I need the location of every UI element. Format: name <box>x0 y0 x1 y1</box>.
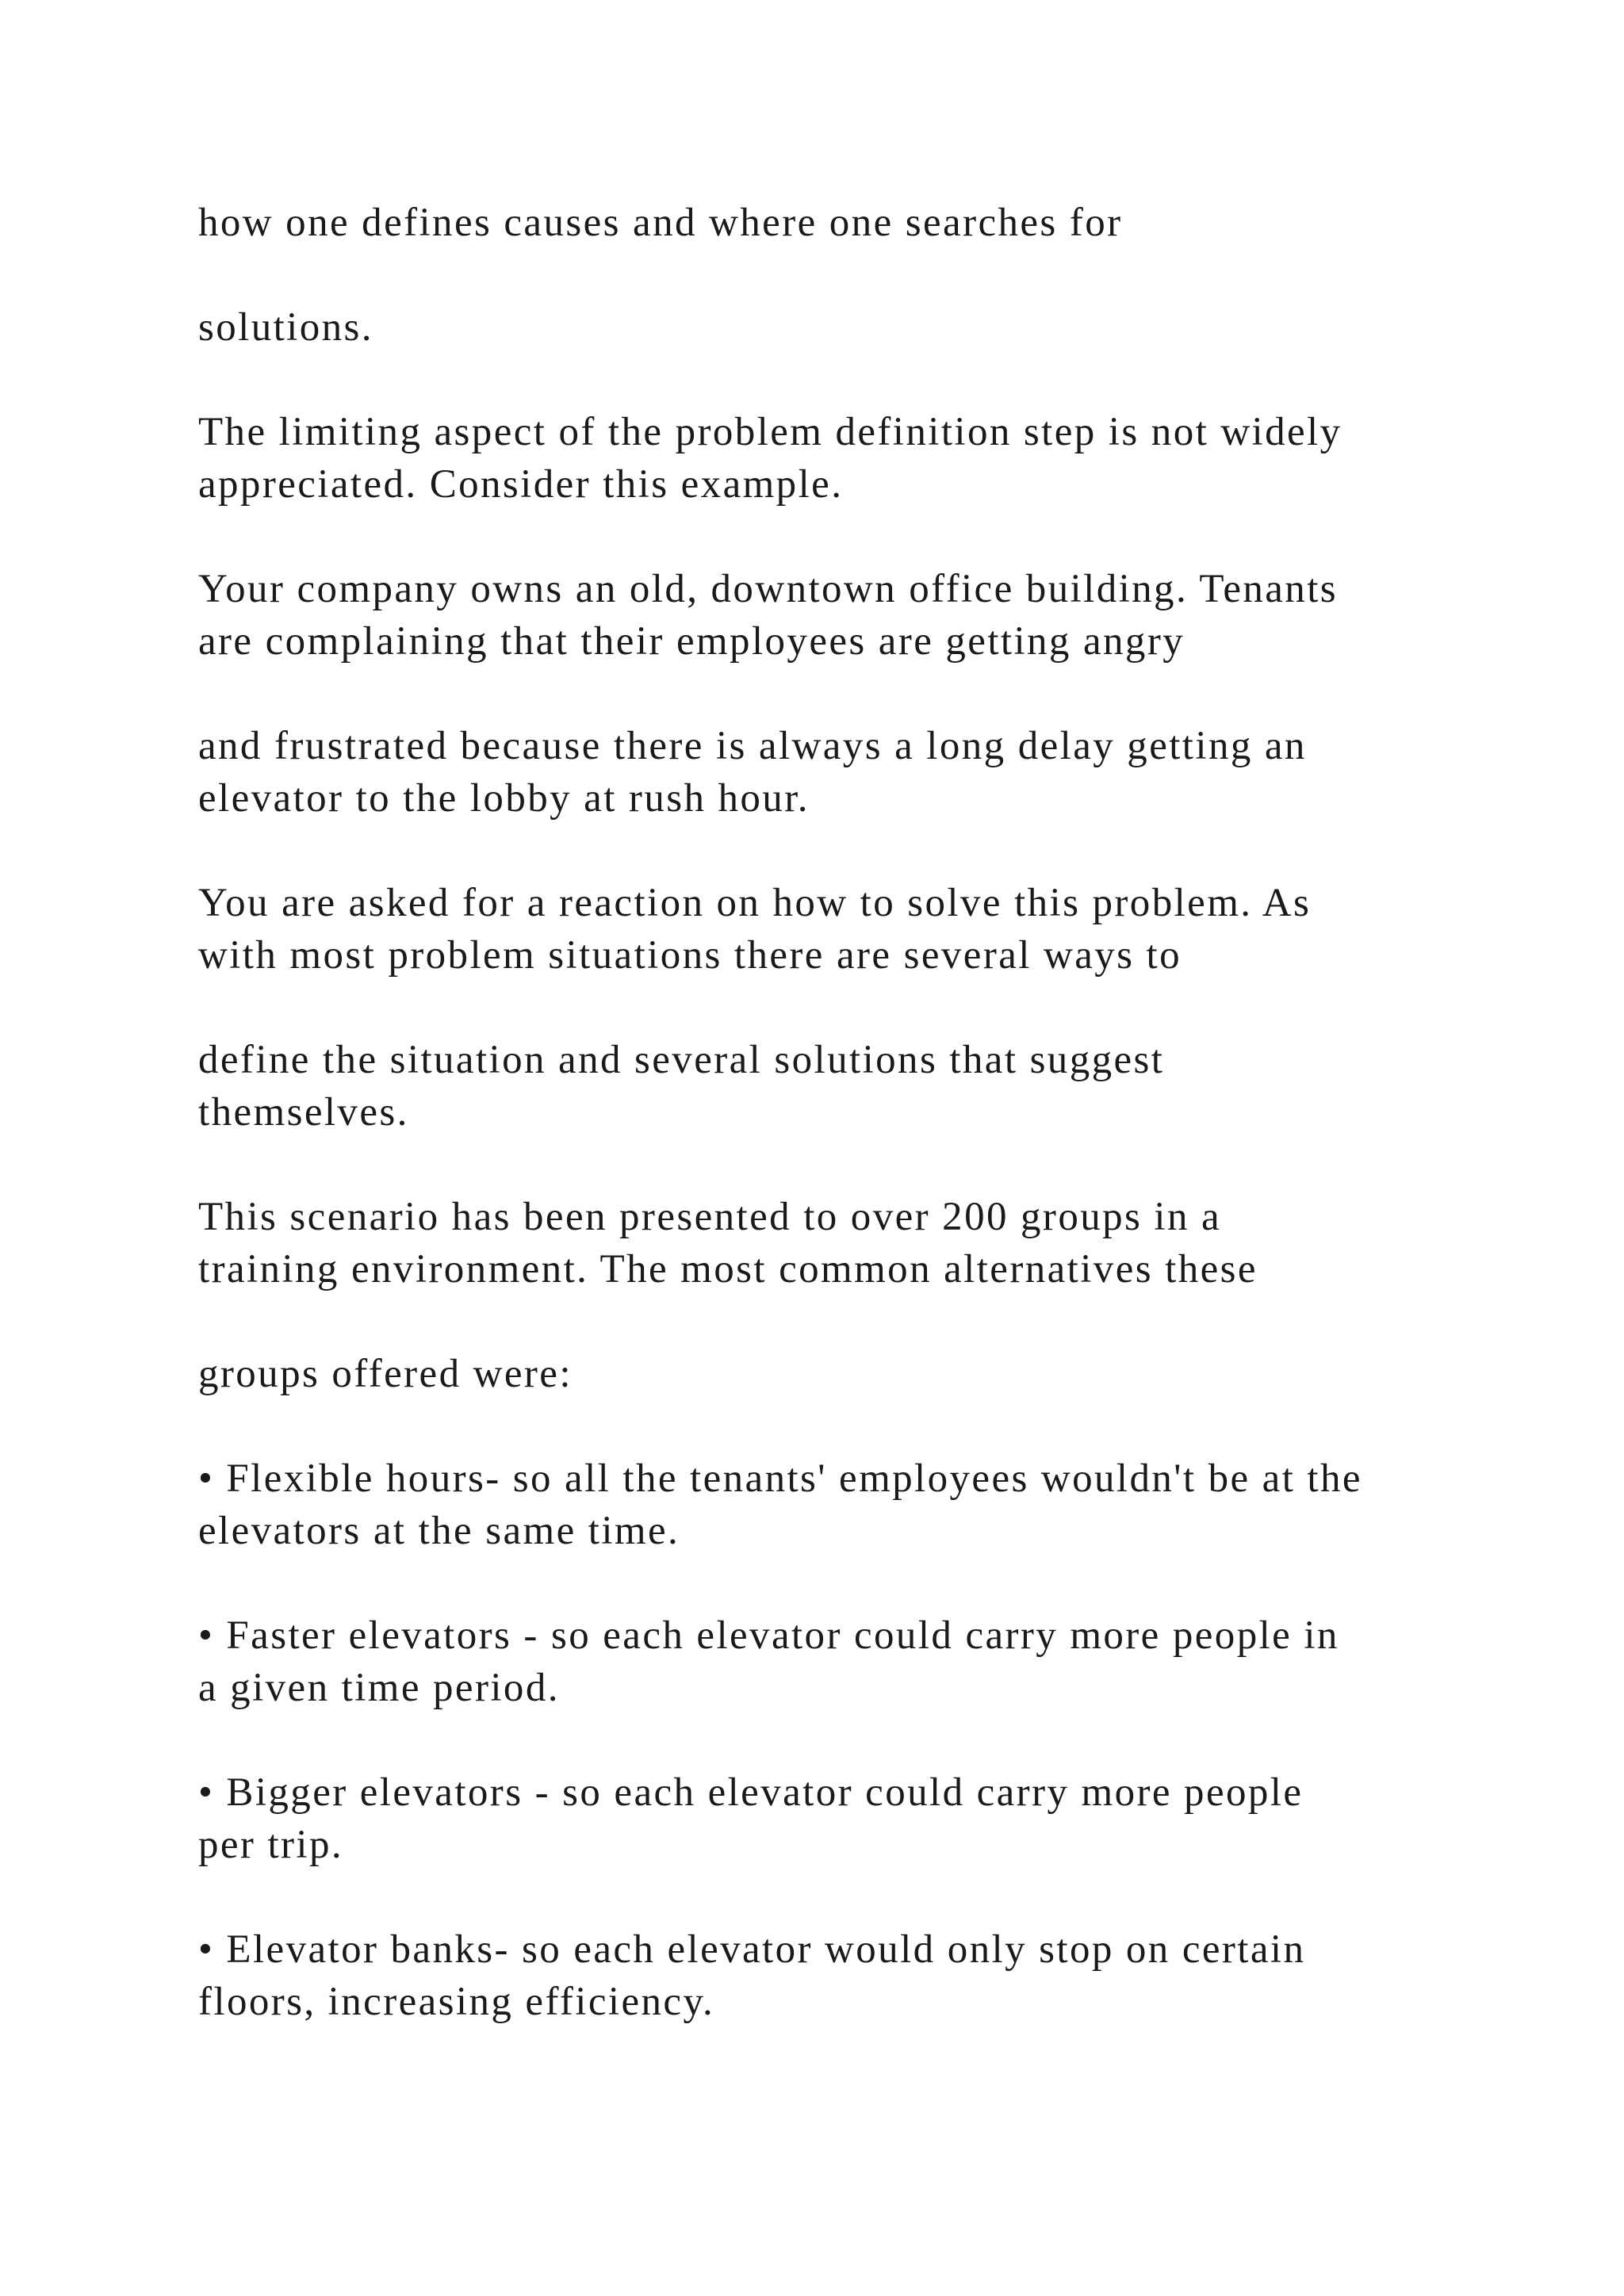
bullet-item-line: per trip. <box>198 1823 344 1867</box>
bullet-item-line: floors, increasing efficiency. <box>198 1980 715 2024</box>
paragraph-line: with most problem situations there are several ways to <box>198 933 1182 978</box>
paragraph-line: define the situation and several solutions that suggest <box>198 1038 1165 1082</box>
bullet-item-line: a given time period. <box>198 1666 560 1710</box>
paragraph-line: and frustrated because there is always a long delay getting an <box>198 724 1307 768</box>
paragraph-line: elevator to the lobby at rush hour. <box>198 776 810 821</box>
paragraph-line: how one defines causes and where one searches for <box>198 201 1123 245</box>
paragraph-line: The limiting aspect of the problem definition step is not widely <box>198 410 1342 454</box>
bullet-item-line: • Flexible hours- so all the tenants' employees wouldn't be at the <box>198 1456 1362 1501</box>
paragraph-line: training environment. The most common alternatives these <box>198 1247 1258 1292</box>
bullet-item-line: • Faster elevators - so each elevator could carry more people in <box>198 1613 1339 1658</box>
paragraph-line: groups offered were: <box>198 1352 573 1396</box>
bullet-item-line: elevators at the same time. <box>198 1509 680 1553</box>
paragraph-line: Your company owns an old, downtown office building. Tenants <box>198 567 1339 611</box>
bullet-item-line: • Bigger elevators - so each elevator could carry more people <box>198 1770 1304 1815</box>
paragraph-line: You are asked for a reaction on how to solve this problem. As <box>198 881 1312 925</box>
paragraph-line: This scenario has been presented to over 200 groups in a <box>198 1195 1222 1239</box>
paragraph-line: are complaining that their employees are getting angry <box>198 619 1185 664</box>
bullet-item-line: • Elevator banks- so each elevator would only stop on certain <box>198 1927 1306 1972</box>
paragraph-line: solutions. <box>198 305 373 350</box>
paragraph-line: themselves. <box>198 1090 409 1135</box>
paragraph-line: appreciated. Consider this example. <box>198 462 844 507</box>
